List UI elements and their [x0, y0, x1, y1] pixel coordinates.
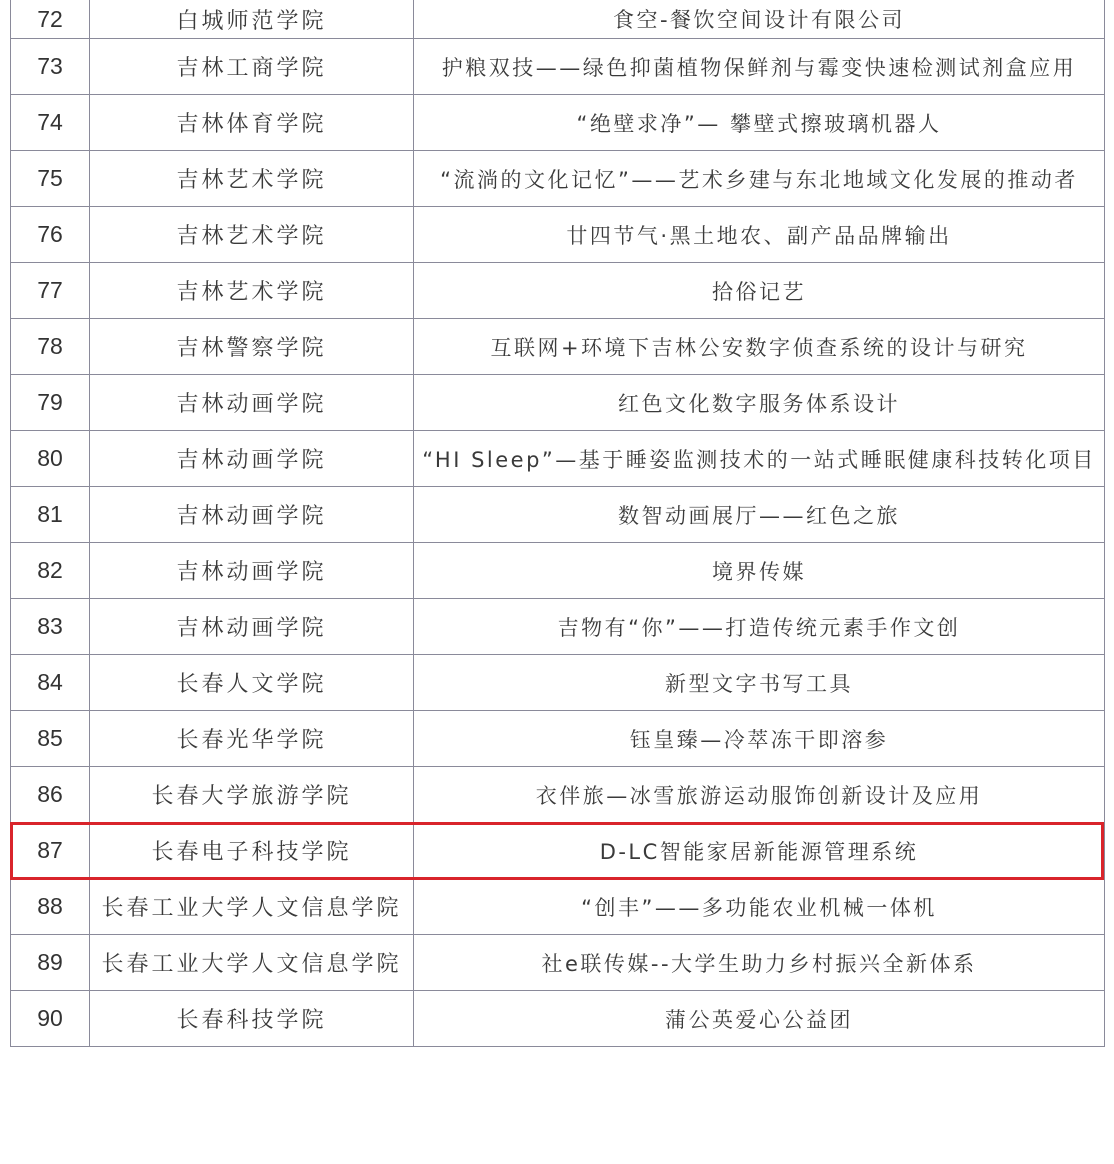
- project-name: “HI Sleep”—基于睡姿监测技术的一站式睡眠健康科技转化项目: [414, 431, 1105, 487]
- school-name: 吉林艺术学院: [90, 263, 414, 319]
- row-number: 84: [11, 655, 90, 711]
- project-name: 新型文字书写工具: [414, 655, 1105, 711]
- table-row: [11, 711, 1105, 767]
- row-number: 89: [11, 935, 90, 991]
- row-number: 85: [11, 711, 90, 767]
- project-name: 拾俗记艺: [414, 263, 1105, 319]
- project-name: 蒲公英爱心公益团: [414, 991, 1105, 1047]
- table-row: [11, 655, 1105, 711]
- project-name: 衣伴旅—冰雪旅游运动服饰创新设计及应用: [414, 767, 1105, 823]
- row-number: 86: [11, 767, 90, 823]
- table-row: [11, 319, 1105, 375]
- row-number: 79: [11, 375, 90, 431]
- project-name: D-LC智能家居新能源管理系统: [414, 823, 1105, 879]
- table-row: [11, 935, 1105, 991]
- row-number: 73: [11, 39, 90, 95]
- results-table: [10, 0, 1105, 1047]
- table-row: [11, 39, 1105, 95]
- school-name: 长春大学旅游学院: [90, 767, 414, 823]
- school-name: 吉林体育学院: [90, 95, 414, 151]
- table-row: [11, 543, 1105, 599]
- table-row: [11, 431, 1105, 487]
- row-number: 87: [11, 823, 90, 879]
- school-name: 长春工业大学人文信息学院: [90, 935, 414, 991]
- project-name: “流淌的文化记忆”——艺术乡建与东北地域文化发展的推动者: [414, 151, 1105, 207]
- table-row-highlighted: [11, 823, 1105, 879]
- table-row: [11, 487, 1105, 543]
- project-name: 社e联传媒--大学生助力乡村振兴全新体系: [414, 935, 1105, 991]
- school-name: 吉林动画学院: [90, 431, 414, 487]
- project-name: 食空-餐饮空间设计有限公司: [414, 0, 1105, 39]
- row-number: 76: [11, 207, 90, 263]
- project-name: 钰皇臻—冷萃冻干即溶参: [414, 711, 1105, 767]
- row-number: 80: [11, 431, 90, 487]
- row-number: 78: [11, 319, 90, 375]
- results-table-body: [11, 0, 1105, 1047]
- table-row: [11, 95, 1105, 151]
- school-name: 长春电子科技学院: [90, 823, 414, 879]
- row-number: 83: [11, 599, 90, 655]
- table-row: [11, 151, 1105, 207]
- row-number: 75: [11, 151, 90, 207]
- results-table-container: [10, 0, 1104, 1047]
- row-number: 88: [11, 879, 90, 935]
- project-name: 互联网+环境下吉林公安数字侦查系统的设计与研究: [414, 319, 1105, 375]
- row-number: 90: [11, 991, 90, 1047]
- project-name: “绝壁求净”— 攀壁式擦玻璃机器人: [414, 95, 1105, 151]
- school-name: 吉林警察学院: [90, 319, 414, 375]
- school-name: 吉林动画学院: [90, 543, 414, 599]
- table-row: [11, 767, 1105, 823]
- row-number: 77: [11, 263, 90, 319]
- project-name: 吉物有“你”——打造传统元素手作文创: [414, 599, 1105, 655]
- table-row: [11, 0, 1105, 39]
- table-row: [11, 263, 1105, 319]
- school-name: 长春工业大学人文信息学院: [90, 879, 414, 935]
- school-name: 长春科技学院: [90, 991, 414, 1047]
- project-name: 红色文化数字服务体系设计: [414, 375, 1105, 431]
- row-number: 72: [11, 0, 90, 39]
- school-name: 长春人文学院: [90, 655, 414, 711]
- school-name: 吉林艺术学院: [90, 207, 414, 263]
- school-name: 长春光华学院: [90, 711, 414, 767]
- school-name: 吉林动画学院: [90, 599, 414, 655]
- project-name: 数智动画展厅——红色之旅: [414, 487, 1105, 543]
- project-name: “创丰”——多功能农业机械一体机: [414, 879, 1105, 935]
- school-name: 吉林动画学院: [90, 375, 414, 431]
- table-row: [11, 991, 1105, 1047]
- table-row: [11, 375, 1105, 431]
- school-name: 吉林工商学院: [90, 39, 414, 95]
- school-name: 白城师范学院: [90, 0, 414, 39]
- table-row: [11, 879, 1105, 935]
- project-name: 护粮双技——绿色抑菌植物保鲜剂与霉变快速检测试剂盒应用: [414, 39, 1105, 95]
- table-row: [11, 599, 1105, 655]
- table-row: [11, 207, 1105, 263]
- row-number: 82: [11, 543, 90, 599]
- school-name: 吉林艺术学院: [90, 151, 414, 207]
- project-name: 廿四节气·黑土地农、副产品品牌输出: [414, 207, 1105, 263]
- project-name: 境界传媒: [414, 543, 1105, 599]
- row-number: 74: [11, 95, 90, 151]
- school-name: 吉林动画学院: [90, 487, 414, 543]
- row-number: 81: [11, 487, 90, 543]
